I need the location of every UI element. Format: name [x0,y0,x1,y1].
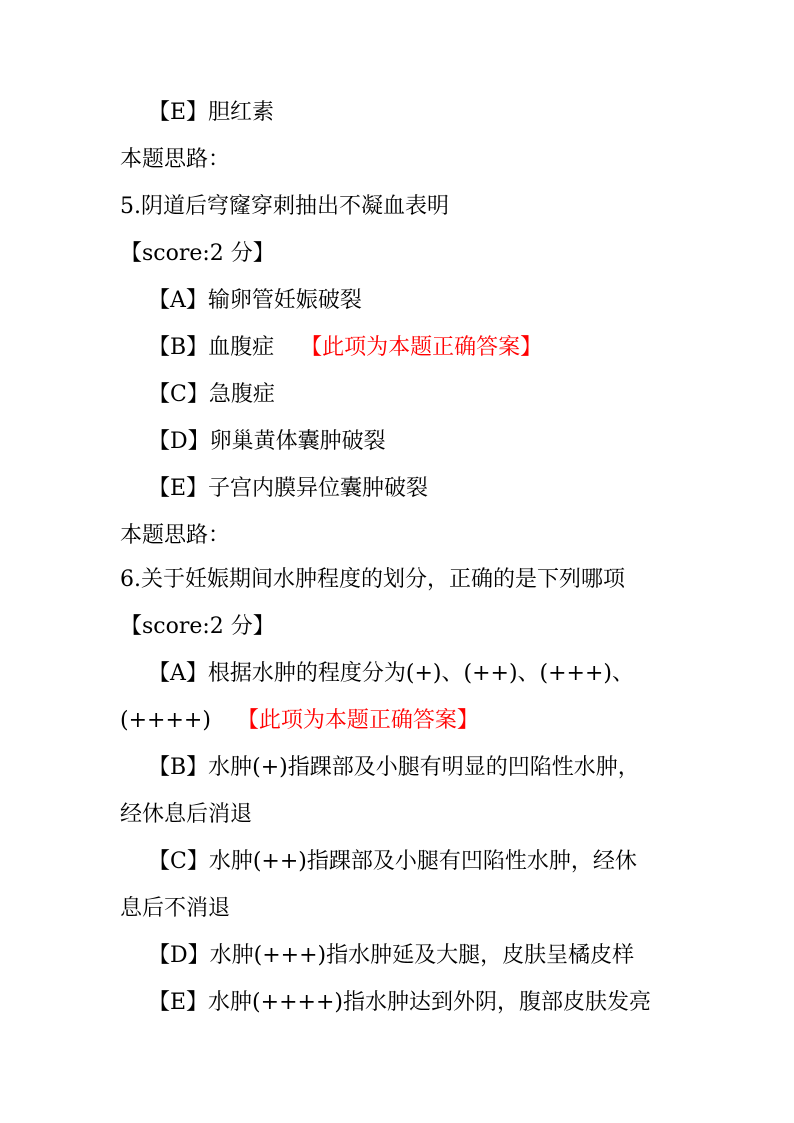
q6-option-d: 【D】水肿(+++)指水肿延及大腿，皮肤呈橘皮样 [148,943,635,968]
q6-question: 6.关于妊娠期间水肿程度的划分，正确的是下列哪项 [120,567,625,592]
q6-option-a-line2: (++++) [120,708,211,733]
q5-option-c: 【C】急腹症 [148,382,275,407]
q6-option-c-line1: 【C】水肿(++)指踝部及小腿有凹陷性水肿，经休 [148,849,637,874]
q6-option-b-line2: 经休息后消退 [120,802,253,827]
q6-option-e: 【E】水肿(++++)指水肿达到外阴，腹部皮肤发亮 [148,990,651,1015]
q6-option-c-line2: 息后不消退 [120,896,231,921]
q5-correct-marker: 【此项为本题正确答案】 [300,335,543,360]
q5-score: 【score:2 分】 [120,241,275,266]
q6-option-a-line1: 【A】根据水肿的程度分为(+)、(++)、(+++)、 [148,661,634,686]
q5-option-a: 【A】输卵管妊娠破裂 [148,288,362,313]
q6-correct-marker: 【此项为本题正确答案】 [236,708,479,733]
q5-option-d: 【D】卵巢黄体囊肿破裂 [148,429,386,454]
q5-option-b: 【B】血腹症 [148,335,275,360]
q4-analysis-label: 本题思路： [120,147,231,172]
q5-option-e: 【E】子宫内膜异位囊肿破裂 [148,476,429,501]
q5-question: 5.阴道后穹窿穿刺抽出不凝血表明 [120,194,449,219]
q4-option-e: 【E】胆红素 [148,100,275,125]
q6-option-b-line1: 【B】水肿(+)指踝部及小腿有明显的凹陷性水肿， [148,755,640,780]
q6-score: 【score:2 分】 [120,614,275,639]
q5-option-b-row [148,333,542,363]
q6-option-a-line2-row [120,706,479,736]
q5-analysis-label: 本题思路： [120,523,231,548]
